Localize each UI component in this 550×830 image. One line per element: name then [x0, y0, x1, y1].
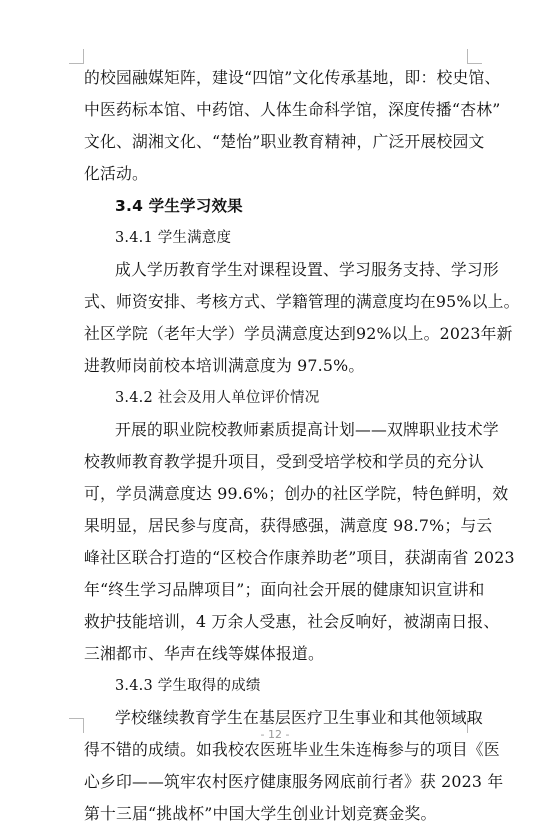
- paragraph-line: 得不错的成绩。如我校农医班毕业生朱连梅参与的项目《医: [84, 740, 500, 759]
- paragraph-line: 成人学历教育学生对课程设置、学习服务支持、学习形: [115, 260, 499, 279]
- paragraph-line: 化活动。: [84, 164, 148, 183]
- paragraph-line: 心乡印——筑牢农村医疗健康服务网底前行者》获 2023 年: [84, 772, 504, 791]
- paragraph-line: 年“终生学习品牌项目”；面向社会开展的健康知识宣讲和: [84, 580, 485, 599]
- paragraph-line: 进教师岗前校本培训满意度为 97.5%。: [84, 356, 365, 375]
- subsection-heading: 3.4.1 学生满意度: [115, 230, 232, 246]
- page-number: - 12 -: [260, 728, 290, 741]
- paragraph-line: 式、师资安排、考核方式、学籍管理的满意度均在95%以上。: [84, 292, 520, 311]
- paragraph-line: 文化、湖湘文化、“楚怡”职业教育精神，广泛开展校园文: [84, 132, 485, 151]
- paragraph-line: 社区学院（老年大学）学员满意度达到92%以上。2023年新: [84, 324, 513, 343]
- paragraph-line: 中医药标本馆、中药馆、人体生命科学馆，深度传播“杏林”: [84, 100, 501, 119]
- paragraph-line: 救护技能培训，4 万余人受惠，社会反响好，被湖南日报、: [84, 612, 500, 631]
- crop-mark-top-left: [69, 49, 84, 64]
- paragraph-line: 三湘都市、华声在线等媒体报道。: [84, 644, 324, 663]
- paragraph-line: 第十三届“挑战杯”中国大学生创业计划竞赛金奖。: [84, 804, 437, 823]
- paragraph-line: 开展的职业院校教师素质提高计划——双牌职业技术学: [115, 420, 499, 439]
- subsection-heading: 3.4.2 社会及用人单位评价情况: [115, 390, 320, 406]
- paragraph-line: 校教师教育教学提升项目，受到受培学校和学员的充分认: [84, 452, 484, 471]
- paragraph-line: 学校继续教育学生在基层医疗卫生事业和其他领域取: [115, 708, 483, 727]
- paragraph-line: 峰社区联合打造的“区校合作康养助老”项目，获湖南省 2023: [84, 548, 515, 567]
- paragraph-line: 的校园融媒矩阵，建设“四馆”文化传承基地，即：校史馆、: [84, 68, 501, 87]
- paragraph-line: 可，学员满意度达 99.6%；创办的社区学院，特色鲜明，效: [84, 484, 509, 503]
- subsection-heading: 3.4.3 学生取得的成绩: [115, 678, 261, 694]
- section-heading: 3.4 学生学习效果: [115, 197, 243, 215]
- paragraph-line: 果明显，居民参与度高，获得感强，满意度 98.7%；与云: [84, 516, 493, 535]
- document-body: [84, 62, 520, 830]
